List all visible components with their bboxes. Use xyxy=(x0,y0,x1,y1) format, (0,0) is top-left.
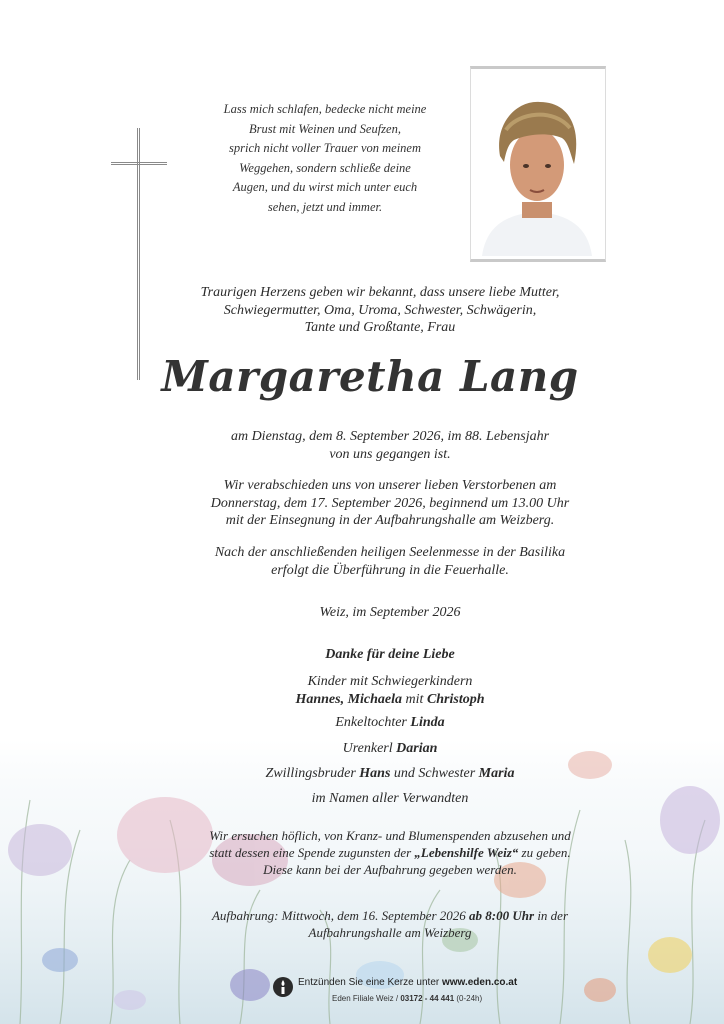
family-siblings xyxy=(160,765,620,783)
portrait-photo xyxy=(478,90,596,256)
death-line: am Dienstag, dem 8. September 2026, im 88. Lebensjahr xyxy=(230,429,550,444)
children-names-a: Hannes, Michaela xyxy=(295,691,403,707)
transfer-notice xyxy=(160,544,620,579)
children-mit: mit xyxy=(402,691,427,707)
sister-label: und Schwester xyxy=(390,766,479,781)
family-granddaughter xyxy=(160,714,620,732)
viewing-part: Aufbahrung: Mittwoch, dem 16. September 2026 xyxy=(211,908,470,923)
family-greatgrandson xyxy=(160,740,620,758)
hours-text: (0-24h) xyxy=(454,994,483,1003)
family-relatives xyxy=(160,790,620,808)
candle-text: Entzünden Sie eine Kerze unter xyxy=(298,977,442,988)
announcement-intro xyxy=(160,284,600,337)
farewell-line: Donnerstag, dem 17. September 2026, beginnend um 13.00 Uhr xyxy=(210,495,570,511)
candle-icon xyxy=(272,976,294,998)
phone-number: 03172 - 44 441 xyxy=(400,994,455,1003)
poem-line: sprich nicht voller Trauer von meinem xyxy=(229,141,421,155)
poem-line: sehen, jetzt und immer. xyxy=(267,199,383,214)
cross-vertical-bar xyxy=(137,128,140,380)
intro-line: Schwiegermutter, Oma, Uroma, Schwester, Schwägerin, xyxy=(223,302,537,318)
charity-name: „Lebenshilfe Weiz“ xyxy=(414,845,519,860)
viewing-part: in der xyxy=(534,908,569,923)
poem-line: Weggehen, sondern schließe deine xyxy=(239,160,411,175)
funeral-home-footer xyxy=(250,974,540,1014)
death-notice xyxy=(160,428,620,463)
branch-text: Eden Filiale Weiz / xyxy=(332,994,401,1003)
candle-url-link[interactable]: www.eden.co.at xyxy=(441,977,518,988)
viewing-place: Aufbahrungshalle am Weizberg xyxy=(308,925,472,940)
twin-name: Hans xyxy=(359,766,391,781)
donation-request xyxy=(160,827,620,878)
intro-line: Traurigen Herzens geben wir bekannt, dass unsere liebe Mutter, xyxy=(200,285,560,300)
granddaughter-label: Enkeltochter xyxy=(335,715,411,730)
farewell-line: mit der Einsegnung in der Aufbahrungshalle am Weizberg. xyxy=(225,513,555,528)
cross-horizontal-bar xyxy=(111,162,167,165)
thanks-heading xyxy=(160,646,620,664)
place-date xyxy=(160,604,620,622)
deceased-name: Margaretha Lang xyxy=(161,352,579,401)
viewing-time: ab 8:00 Uhr xyxy=(469,908,535,923)
poem-line: Brust mit Weinen und Seufzen, xyxy=(249,121,401,136)
thanks-text: Danke für deine Liebe xyxy=(325,647,455,662)
intro-line: Tante und Großtante, Frau xyxy=(304,320,456,335)
farewell-line: Wir verabschieden uns von unserer lieben Verstorbenen am xyxy=(223,478,557,493)
farewell-notice xyxy=(160,477,620,530)
greatgrandson-label: Urenkerl xyxy=(342,741,397,756)
granddaughter-name: Linda xyxy=(410,715,445,730)
donation-line-part: statt dessen eine Spende zugunsten der xyxy=(209,845,415,860)
donation-line: Diese kann bei der Aufbahrung gegeben werden. xyxy=(263,862,517,877)
poem xyxy=(200,100,450,217)
relatives-text: im Namen aller Verwandten xyxy=(311,791,469,806)
viewing-notice xyxy=(160,907,620,941)
branch-contact xyxy=(332,994,482,1003)
donation-line: Wir ersuchen höflich, von Kranz- und Blumenspenden abzusehen und xyxy=(209,828,571,843)
candle-invitation xyxy=(298,977,517,988)
donation-line-part: zu geben. xyxy=(518,845,571,860)
transfer-line: erfolgt die Überführung in die Feuerhalle. xyxy=(271,562,509,578)
twin-label: Zwillingsbruder xyxy=(265,766,360,781)
place-date-text: Weiz, im September 2026 xyxy=(319,605,461,620)
death-line: von uns gegangen ist. xyxy=(329,446,451,462)
family-children xyxy=(160,673,620,708)
children-names xyxy=(160,691,620,709)
children-names-b: Christoph xyxy=(426,691,485,707)
transfer-line: Nach der anschließenden heiligen Seelenmesse in der Basilika xyxy=(214,545,566,560)
poem-line: Augen, und du wirst mich unter euch xyxy=(232,180,418,194)
children-intro: Kinder mit Schwiegerkindern xyxy=(307,674,473,689)
greatgrandson-name: Darian xyxy=(396,741,438,756)
sister-name: Maria xyxy=(478,766,515,781)
poem-line: Lass mich schlafen, bedecke nicht meine xyxy=(223,102,427,116)
